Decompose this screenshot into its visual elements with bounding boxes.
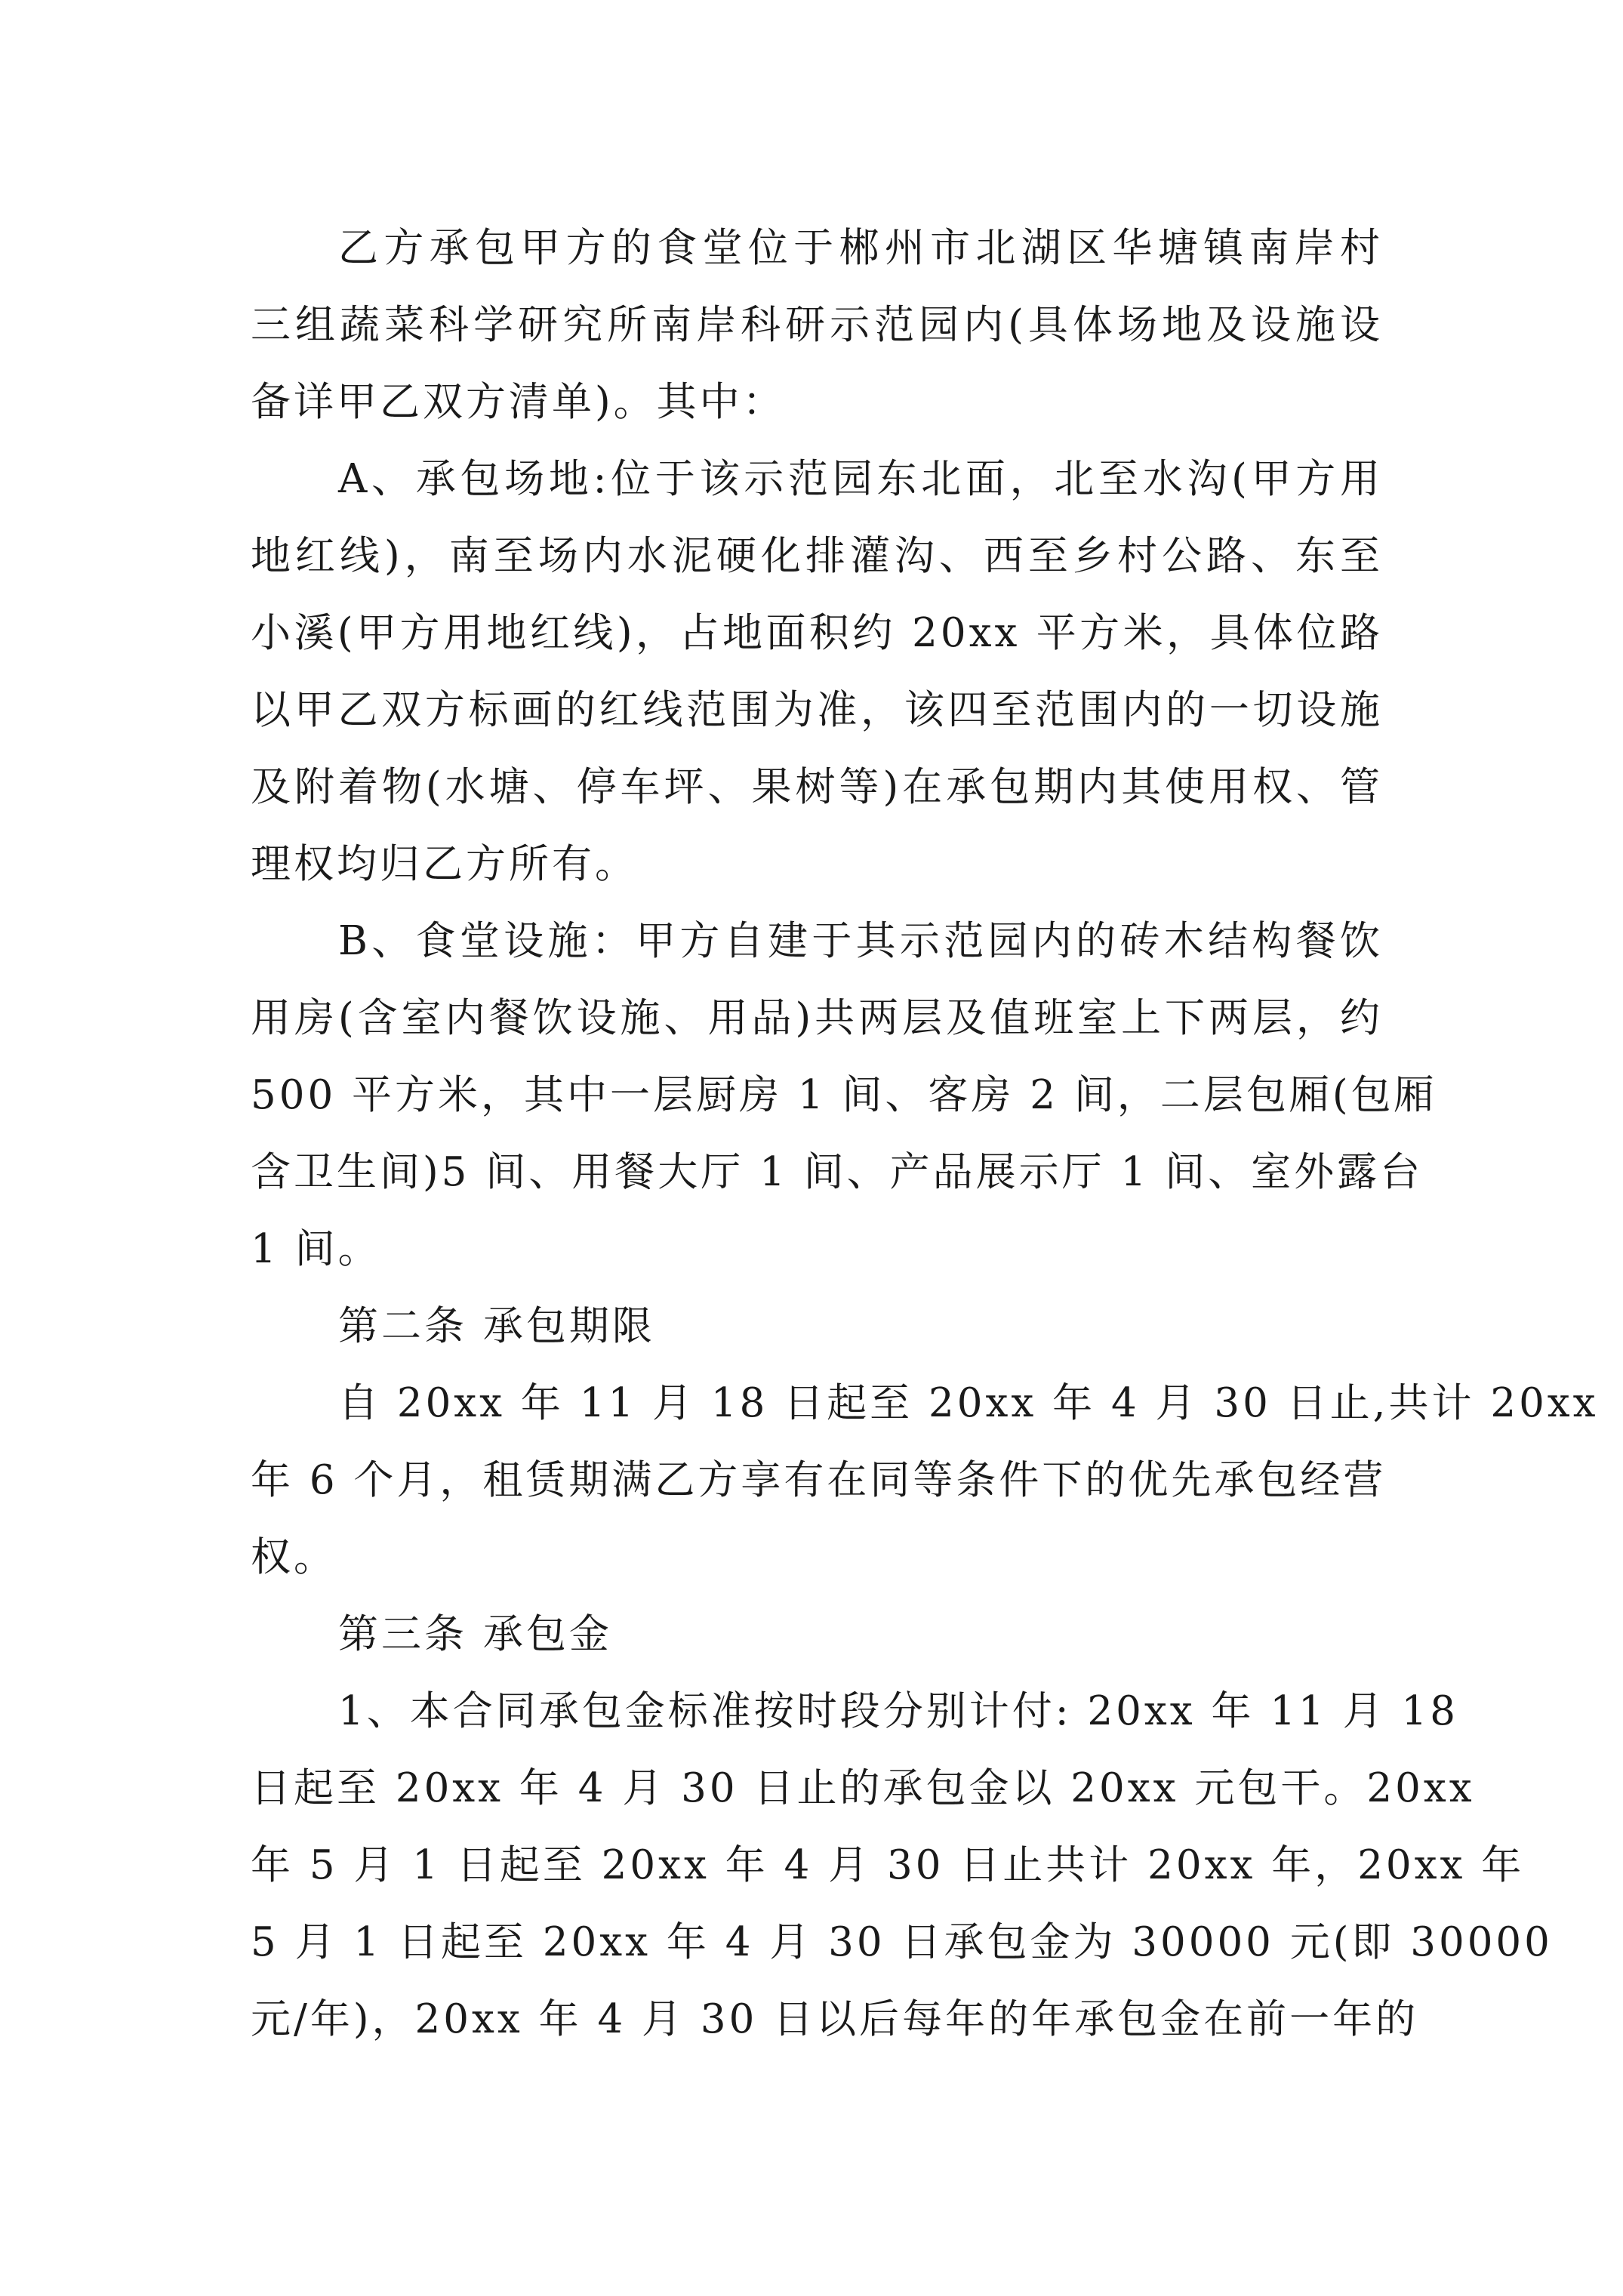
text-line: 三组蔬菜科学研究所南岸科研示范园内(具体场地及设施设 [251, 302, 1383, 348]
paragraph-item-b [251, 903, 1437, 1288]
paragraph-site-location [251, 210, 1383, 441]
text-line: 5 月 1 日起至 20xx 年 4 月 30 日承包金为 30000 元(即 30000 [251, 1919, 1553, 1965]
text-line: 乙方承包甲方的食堂位于郴州市北湖区华塘镇南岸村 [338, 225, 1383, 271]
text-line: 备详甲乙双方清单)。其中： [251, 379, 786, 425]
text-line: 1、本合同承包金标准按时段分别计付: 20xx 年 11 月 18 [338, 1688, 1458, 1734]
article-3 [251, 1596, 1553, 2058]
article-2 [251, 1288, 1599, 1596]
text-line: 元/年)，20xx 年 4 月 30 日以后每年的年承包金在前一年的 [251, 1996, 1419, 2042]
text-line: 500 平方米，其中一层厨房 1 间、客房 2 间，二层包厢(包厢 [251, 1072, 1437, 1118]
text-line: 及附着物(水塘、停车坪、果树等)在承包期内其使用权、管 [251, 764, 1383, 810]
paragraph-item-a [251, 441, 1383, 903]
document-body [251, 210, 1599, 2058]
text-line: 年 6 个月，租赁期满乙方享有在同等条件下的优先承包经营 [251, 1457, 1387, 1503]
text-line: B、食堂设施：甲方自建于其示范园内的砖木结构餐饮 [338, 918, 1383, 964]
text-line: 日起至 20xx 年 4 月 30 日止的承包金以 20xx 元包干。20xx [251, 1765, 1475, 1811]
text-line: 含卫生间)5 间、用餐大厅 1 间、产品展示厅 1 间、室外露台 [251, 1149, 1424, 1195]
text-line: 年 5 月 1 日起至 20xx 年 4 月 30 日止共计 20xx 年，20xx 年 [251, 1842, 1525, 1888]
text-line: 地红线)，南至场内水泥硬化排灌沟、西至乡村公路、东至 [251, 533, 1383, 579]
text-line: 自 20xx 年 11 月 18 日起至 20xx 年 4 月 30 日止,共计 20xx [338, 1380, 1599, 1426]
text-line: 小溪(甲方用地红线)，占地面积约 20xx 平方米，具体位路 [251, 610, 1383, 656]
text-line: 1 间。 [251, 1226, 381, 1272]
text-line: A、承包场地:位于该示范园东北面，北至水沟(甲方用 [338, 456, 1383, 502]
text-line: 理权均归乙方所有。 [251, 841, 638, 887]
article-heading: 第二条 承包期限 [338, 1303, 655, 1349]
text-line: 用房(含室内餐饮设施、用品)共两层及值班室上下两层，约 [251, 995, 1383, 1041]
text-line: 权。 [251, 1534, 337, 1580]
text-line: 以甲乙双方标画的红线范围为准，该四至范围内的一切设施 [251, 687, 1383, 733]
article-heading: 第三条 承包金 [338, 1611, 612, 1657]
